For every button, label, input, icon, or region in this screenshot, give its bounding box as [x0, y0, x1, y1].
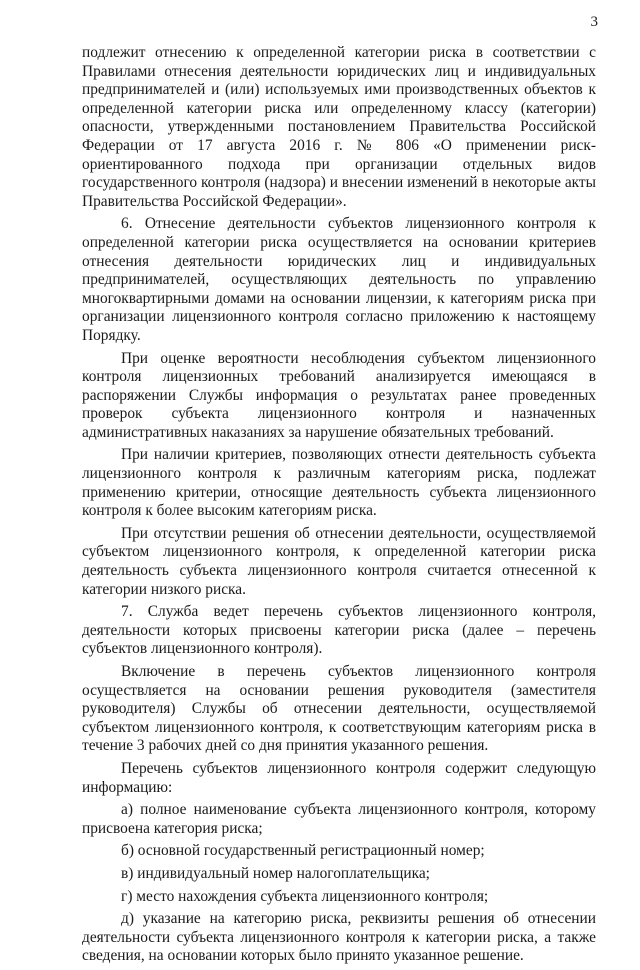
page-number: 3	[590, 14, 598, 30]
list-item-d: д) указание на категорию риска, реквизиты решения об отнесении деятельности субъекта лицензионного контроля к категории риска, а также сведения, на основании которых было принято указанное решение.	[82, 910, 596, 965]
list-item-b: б) основной государственный регистрационный номер;	[121, 842, 485, 860]
paragraph-7: 7. Служба ведет перечень субъектов лицензионного контроля, деятельности которых присвоены категории риска (далее – перечень субъектов лицензионного контроля).	[82, 603, 596, 658]
paragraph-list-contents-intro: Перечень субъектов лицензионного контроля содержит следующую информацию:	[82, 759, 596, 796]
paragraph-6: 6. Отнесение деятельности субъектов лицензионного контроля к определенной категории риска осуществляется на основании критериев отнесения деятельности юридических лиц и индивидуальных предпринимателей, осуществляющих деятельность по управлению многоквартирными домами на основании лицензии, к категориям риска при организации лицензионного контроля согласно приложению к настоящему Порядку.	[82, 215, 596, 344]
list-item-a: а) полное наименование субъекта лицензионного контроля, которому присвоена категория риска;	[82, 801, 596, 837]
paragraph-criteria-priority: При наличии критериев, позволяющих отнести деятельность субъекта лицензионного контроля к различным категориям риска, подлежат применению критерии, относящие деятельность субъекта лицензионного контроля к более высоким категориям риска.	[82, 446, 596, 520]
list-item-g: г) место нахождения субъекта лицензионного контроля;	[121, 887, 489, 905]
paragraph-list-inclusion: Включение в перечень субъектов лицензионного контроля осуществляется на основании решения руководителя (заместителя руководителя) Службы об отнесении деятельности, осуществляемой субъектом лицензионного контроля, к соответствующим категориям риска в течение 3 рабочих дней со дня принятия указанного решения.	[82, 663, 596, 755]
paragraph-risk-evaluation: При оценке вероятности несоблюдения субъектом лицензионного контроля лицензионных требований анализируется имеющаяся в распоряжении Службы информация о результатах ранее проведенных проверок субъекта лицензионного контроля и назначенных административных наказаниях за нарушение обязательных требований.	[82, 349, 596, 441]
list-item-v: в) индивидуальный номер налогоплательщика;	[121, 864, 430, 882]
paragraph-continuation: подлежит отнесению к определенной категории риска в соответствии с Правилами отнесения деятельности юридических лиц и индивидуальных предпринимателей и (или) используемых ими производственных объектов к определенной категории риска или определенному классу (категории) опасности, утвержденными постановлением Правительства Российской Федерации от 17 августа 2016 г. № 806 «О применении риск-ориентированного подхода при организации отдельных видов государственного контроля (надзора) и внесении изменений в некоторые акты Правительства Российской Федерации».	[82, 44, 596, 210]
paragraph-no-decision: При отсутствии решения об отнесении деятельности, осуществляемой субъектом лицензионного контроля, к определенной категории риска деятельность субъекта лицензионного контроля считается отнесенной к категории низкого риска.	[82, 524, 596, 598]
document-body	[82, 44, 596, 970]
